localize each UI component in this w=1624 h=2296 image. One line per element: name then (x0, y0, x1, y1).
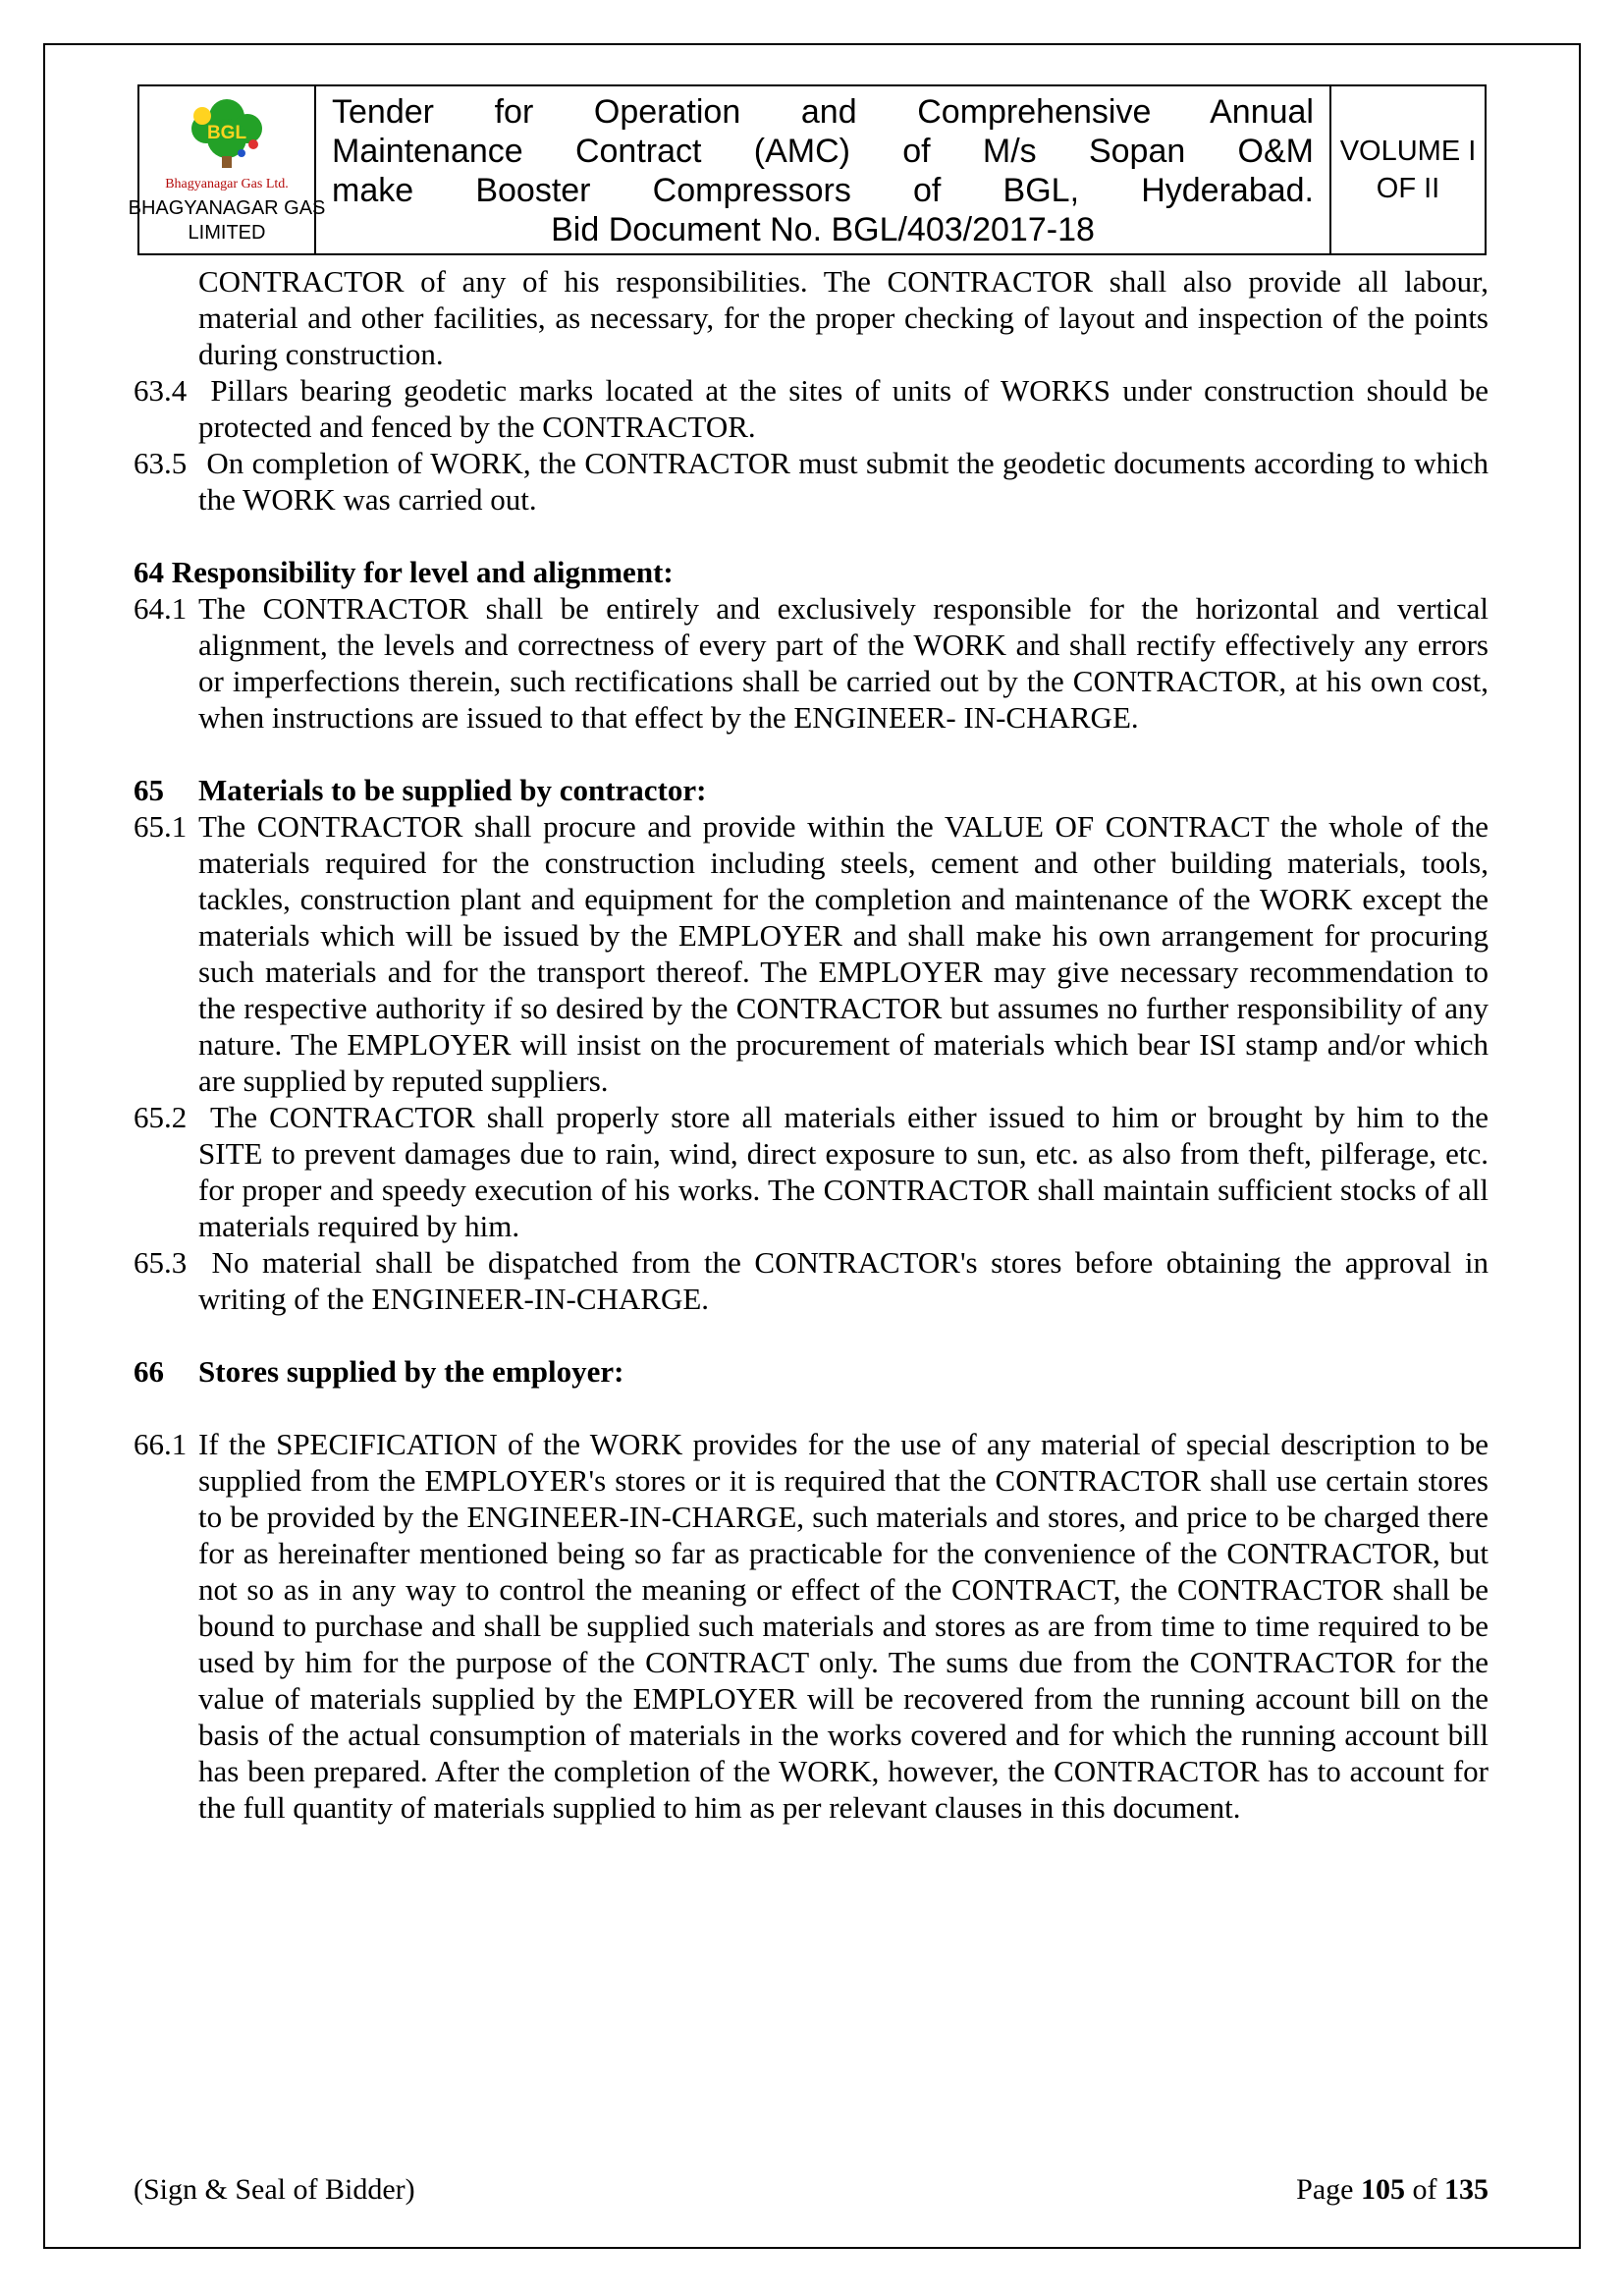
footer-page-word: Page (1296, 2173, 1354, 2206)
clause-text: Stores supplied by the employer: (198, 1354, 624, 1389)
logo-caption: Bhagyanagar Gas Ltd. (165, 176, 289, 191)
clause-paragraph (134, 1099, 1489, 1244)
clause-number: 65 (134, 773, 164, 807)
volume-label (1331, 86, 1485, 253)
logo-text: BGL (206, 122, 247, 143)
clause-text: The CONTRACTOR shall be entirely and exclusively responsible for the horizontal and vertical alignment, the levels and correctness of every part of the WORK and shall rectify effectively any errors or imperfections therein, such rectifications shall be carried out by the CONTRACTOR, at his own cost, when instructions are issued to that effect by the ENGINEER- IN-CHARGE. (198, 591, 1489, 735)
footer (134, 2172, 1489, 2208)
paragraph-spacer (134, 736, 1489, 772)
paragraph-spacer (134, 518, 1489, 554)
clause-paragraph (134, 445, 1489, 518)
clause-text: CONTRACTOR of any of his responsibilities. The CONTRACTOR shall also provide all labour, material and other facilities, as necessary, for the proper checking of layout and inspection of the points during construction. (198, 264, 1489, 371)
clause-number: 64.1 (134, 591, 188, 626)
clause-paragraph (134, 808, 1489, 1099)
clause-text: Pillars bearing geodetic marks located at the sites of units of WORKS under construction should be protected and fenced by the CONTRACTOR. (198, 373, 1489, 444)
document-body (134, 263, 1489, 1826)
clause-text: The CONTRACTOR shall properly store all materials either issued to him or brought by him to the SITE to prevent damages due to rain, wind, direct exposure to sun, etc. as also from theft, pilferage, etc. for proper and speedy execution of his works. The CONTRACTOR shall maintain sufficient stocks of all materials required by him. (198, 1100, 1489, 1243)
company-name-line: LIMITED (188, 221, 266, 244)
clause-text: Materials to be supplied by contractor: (198, 773, 707, 807)
clause-number: 66 (134, 1354, 164, 1389)
tender-title (314, 86, 1331, 253)
clause-text: No material shall be dispatched from the CONTRACTOR's stores before obtaining the approval in writing of the ENGINEER-IN-CHARGE. (198, 1245, 1489, 1316)
footer-page-total: 135 (1444, 2173, 1489, 2206)
clause-number: 65.3 (134, 1245, 188, 1280)
footer-of-word: of (1412, 2173, 1437, 2206)
footer-page-current: 105 (1361, 2173, 1405, 2206)
section-heading (134, 772, 1489, 808)
clause-paragraph (134, 263, 1489, 372)
clause-text: On completion of WORK, the CONTRACTOR must submit the geodetic documents according to which the WORK was carried out. (198, 446, 1489, 517)
bid-document-number: Bid Document No. BGL/403/2017-18 (551, 211, 1095, 248)
header-table (128, 84, 1487, 255)
footer-page-indicator (1296, 2172, 1489, 2208)
tender-title-line: make Booster Compressors of BGL, Hyderabad. (332, 172, 1314, 209)
paragraph-spacer (134, 1390, 1489, 1426)
clause-text: The CONTRACTOR shall procure and provide within the VALUE OF CONTRACT the whole of the materials required for the construction including steels, cement and other building materials, tools, tackles, construction plant and equipment for the completion and maintenance of the WORK except the materials which will be issued by the EMPLOYER and shall make his own arrangement for procuring such materials and for the transport thereof. The EMPLOYER may give necessary recommendation to the respective authority if so desired by the CONTRACTOR but assumes no further responsibility of any nature. The EMPLOYER will insist on the procurement of materials which bear ISI stamp and/or which are supplied by reputed suppliers. (198, 809, 1489, 1098)
paragraph-spacer (134, 1317, 1489, 1353)
volume-label-line: OF II (1376, 173, 1440, 204)
clause-paragraph (134, 372, 1489, 445)
company-name-line: BHAGYANAGAR GAS (128, 196, 326, 219)
clause-number: 66.1 (134, 1427, 188, 1461)
bgl-logo-icon (170, 95, 284, 176)
clause-number: 63.4 (134, 373, 188, 408)
footer-sign-seal: (Sign & Seal of Bidder) (134, 2173, 415, 2206)
tender-title-line: Tender for Operation and Comprehensive Annual (332, 93, 1314, 131)
clause-number: 65.1 (134, 809, 188, 844)
section-heading (134, 1353, 1489, 1390)
volume-label-line: VOLUME I (1339, 136, 1477, 167)
company-name (129, 196, 326, 246)
clause-number: 65.2 (134, 1100, 188, 1134)
tender-title-line: Maintenance Contract (AMC) of M/s Sopan O&M (332, 133, 1314, 170)
clause-paragraph (134, 590, 1489, 736)
logo-cell (128, 86, 326, 253)
clause-paragraph (134, 1244, 1489, 1317)
section-heading: 64 Responsibility for level and alignment: (134, 555, 674, 589)
clause-text: If the SPECIFICATION of the WORK provides for the use of any material of special description to be supplied from the EMPLOYER's stores or it is required that the CONTRACTOR shall use certain stores to be provided by the ENGINEER-IN-CHARGE, such materials and stores, and price to be charged there for as hereinafter mentioned being so far as practicable for the convenience of the CONTRACTOR, but not so as in any way to control the meaning or effect of the CONTRACT, the CONTRACTOR shall be bound to purchase and shall be supplied such materials and stores as are from time to time required to be used by him for the purpose of the CONTRACT only. The sums due from the CONTRACTOR for the value of materials supplied by the EMPLOYER will be recovered from the running account bill on the basis of the actual consumption of materials in the works covered and for which the running account bill has been prepared. After the completion of the WORK, however, the CONTRACTOR has to account for the full quantity of materials supplied to him as per relevant clauses in this document. (198, 1427, 1489, 1825)
clause-paragraph (134, 1426, 1489, 1826)
clause-number: 63.5 (134, 446, 188, 480)
